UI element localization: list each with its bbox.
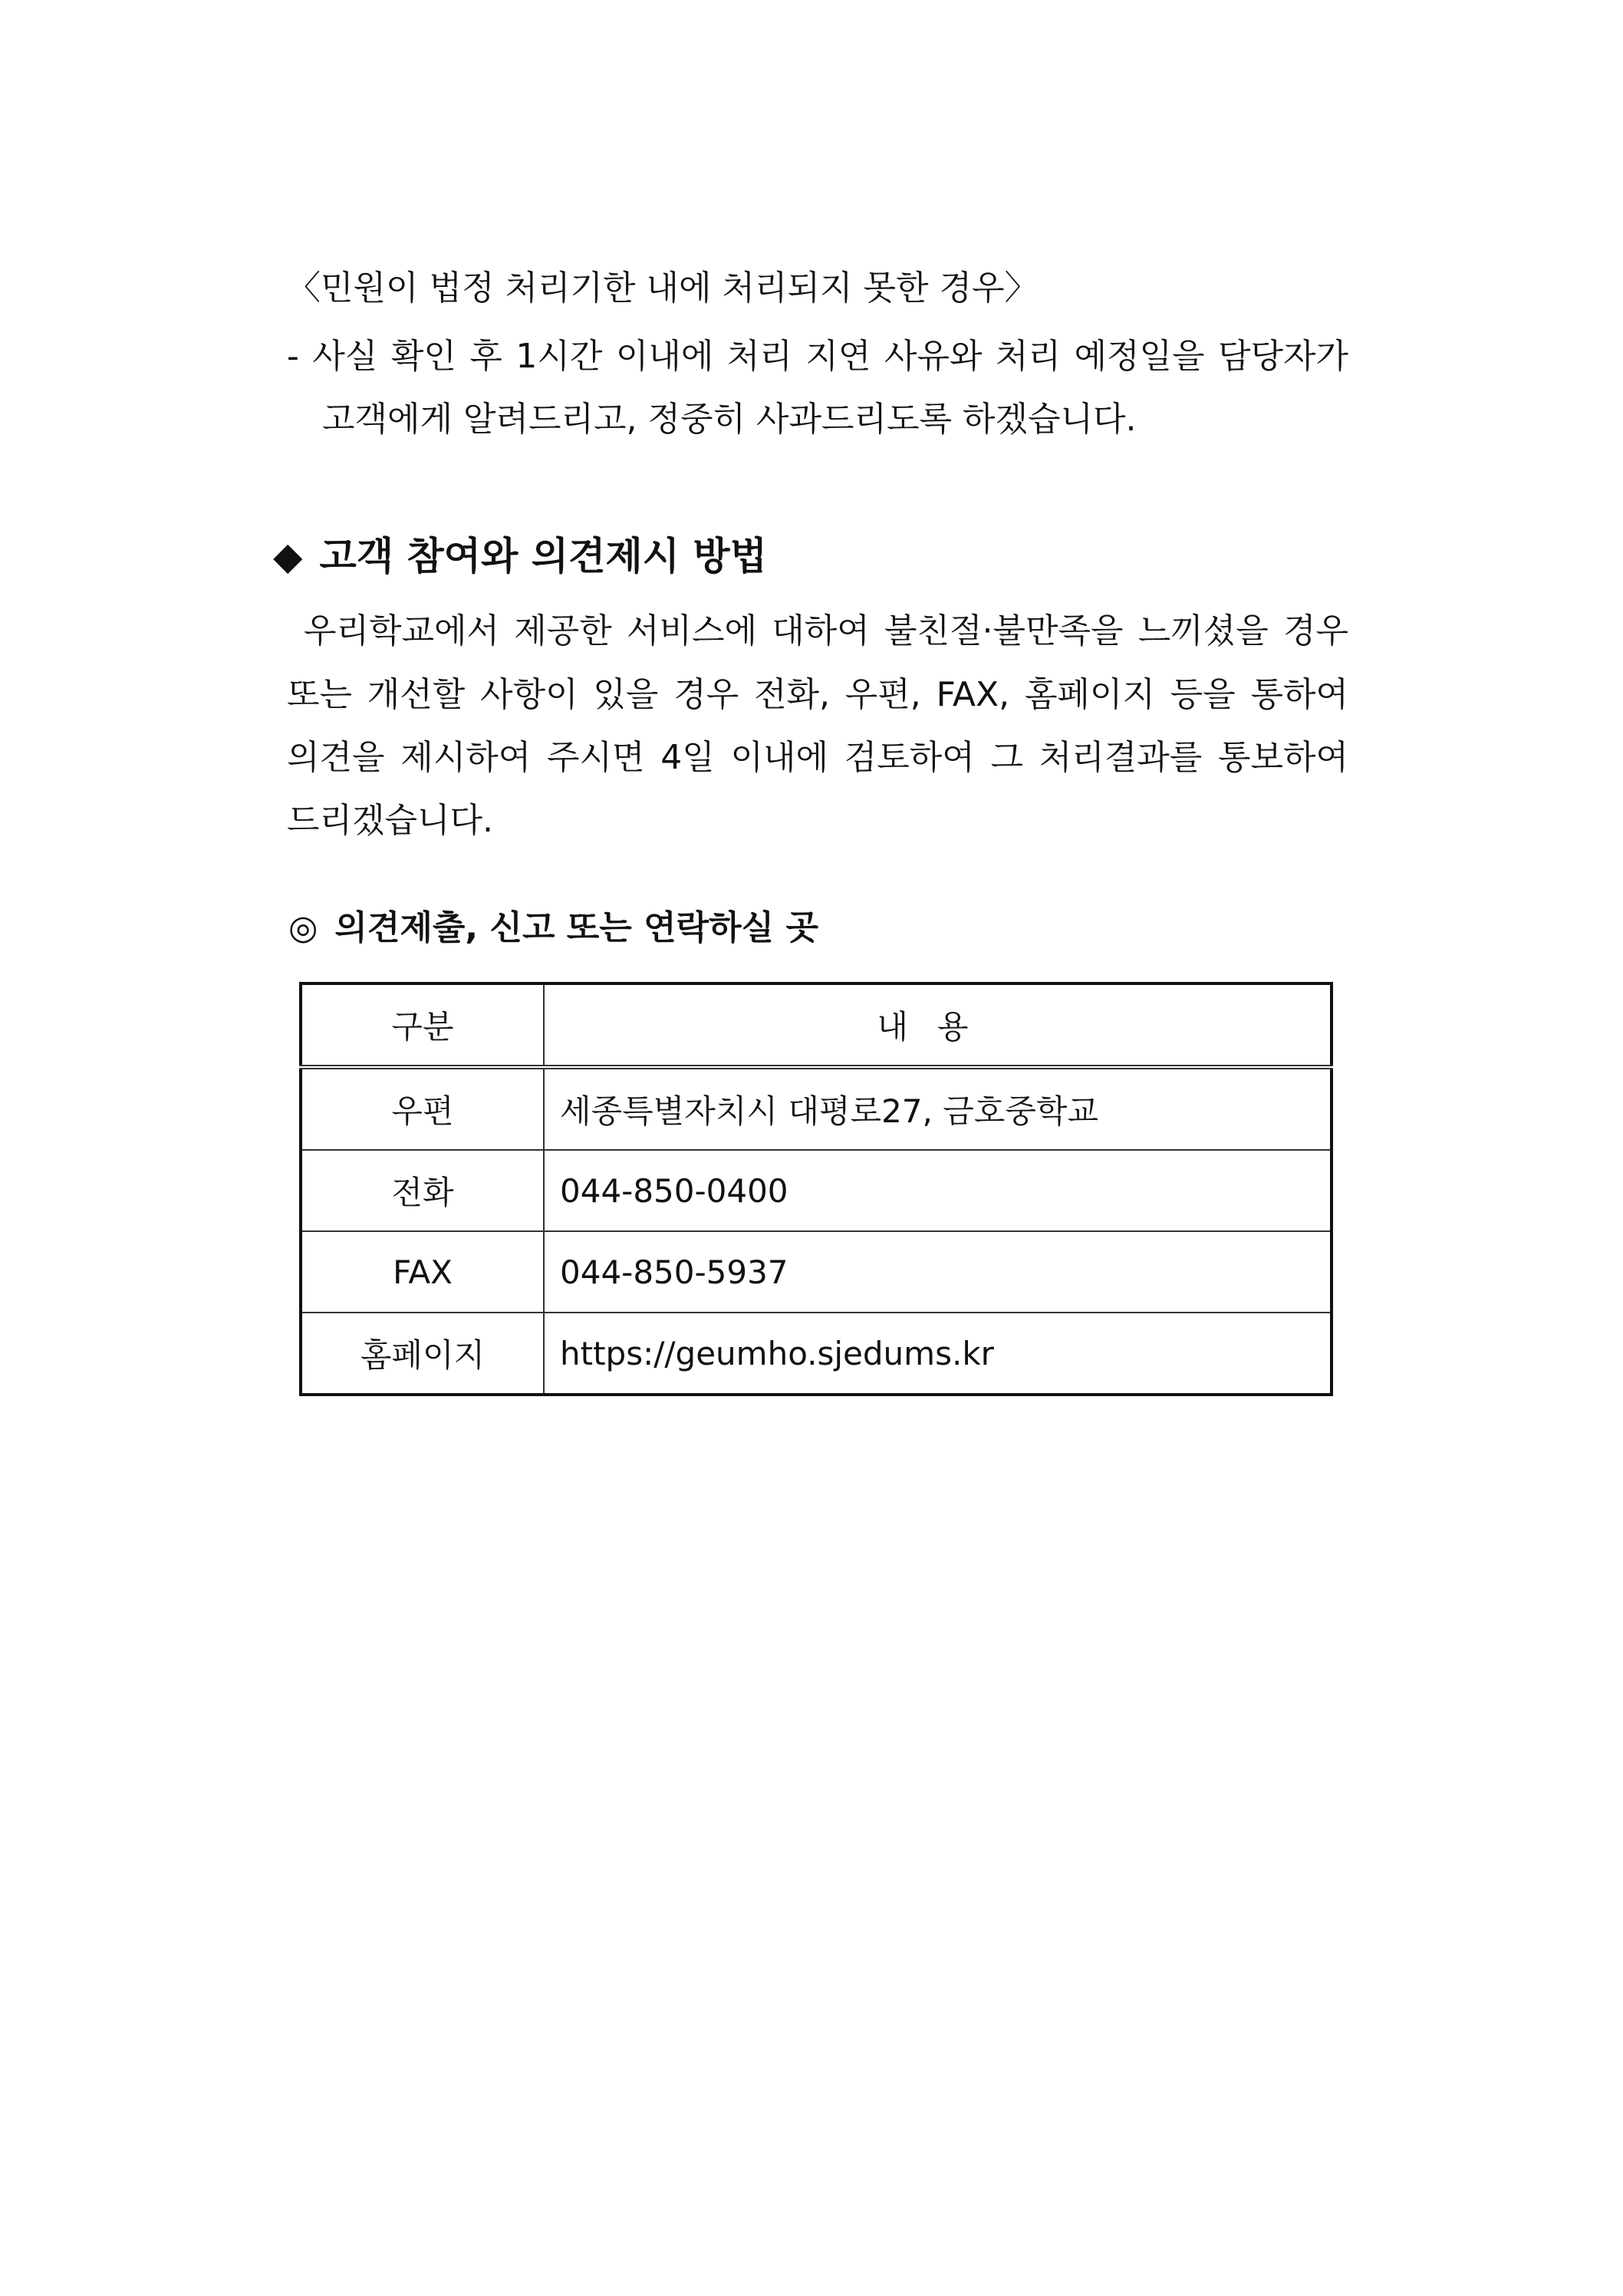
table-row — [301, 1067, 1332, 1150]
participation-paragraph-line-2: 또는 개선할 사항이 있을 경우 전화, 우편, FAX, 홈페이지 등을 통하여 — [287, 675, 1348, 714]
row-value-mail-address: 세종특별자치시 대평로27, 금호중학교 — [544, 1067, 1332, 1150]
table-header-category: 구분 — [301, 983, 544, 1067]
table-row — [301, 1313, 1332, 1395]
participation-heading-text: 고객 참여와 의견제시 방법 — [319, 534, 767, 578]
table-header-row — [301, 983, 1332, 1067]
row-label-phone: 전화 — [301, 1150, 544, 1231]
row-value-homepage-url: https://geumho.sjedums.kr — [544, 1313, 1332, 1395]
row-value-phone-number: 044-850-0400 — [544, 1150, 1332, 1231]
row-value-fax-number: 044-850-5937 — [544, 1231, 1332, 1313]
table-row — [301, 1231, 1332, 1313]
contact-heading — [288, 898, 818, 959]
row-label-homepage: 홈페이지 — [301, 1313, 544, 1395]
delay-bullet-line-1: - 사실 확인 후 1시간 이내에 처리 지연 사유와 처리 예정일을 담당자가 — [287, 337, 1348, 376]
table-header-content: 내용 — [544, 983, 1332, 1067]
contact-table — [299, 982, 1333, 1396]
participation-paragraph-line-3: 의견을 제시하여 주시면 4일 이내에 검토하여 그 처리결과를 통보하여 — [287, 738, 1348, 777]
row-label-mail: 우편 — [301, 1067, 544, 1150]
delay-bullet-line-2: 고객에게 알려드리고, 정중히 사과드리도록 하겠습니다. — [322, 400, 1137, 439]
participation-paragraph-line-4: 드리겠습니다. — [287, 801, 494, 840]
diamond-bullet-icon: ◆ — [273, 534, 303, 578]
double-circle-bullet-icon: ◎ — [288, 908, 318, 947]
table-row — [301, 1150, 1332, 1231]
participation-paragraph-line-1: 우리학교에서 제공한 서비스에 대하여 불친절·불만족을 느끼셨을 경우 — [304, 611, 1348, 651]
participation-heading — [273, 522, 767, 591]
delay-section-title: 〈민원이 법정 처리기한 내에 처리되지 못한 경우〉 — [287, 268, 1039, 308]
row-label-fax: FAX — [301, 1231, 544, 1313]
contact-heading-text: 의견제출, 신고 또는 연락하실 곳 — [334, 908, 818, 947]
